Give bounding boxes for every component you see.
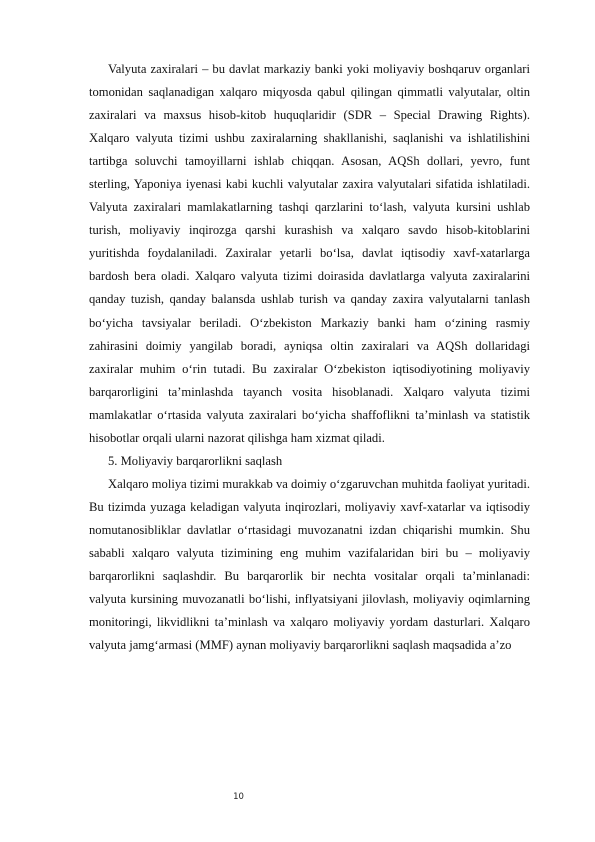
- document-body: [89, 58, 530, 657]
- page-number-label: 10: [233, 792, 244, 802]
- page-number: [0, 792, 595, 802]
- paragraph-valyuta-zaxiralari: Valyuta zaxiralari – bu davlat markaziy banki yoki moliyaviy boshqaruv organlari tomonidan saqlanadigan xalqaro miqyosda qabul qilingan qimmatli valyutalar, oltin zaxiralari va maxsus hisob-kitob huquqlaridir (SDR – Special Drawing Rights). Xalqaro valyuta tizimi ushbu zaxiralarning shakllanishi, saqlanishi va ishlatilishini tartibga soluvchi tamoyillarni ishlab chiqqan. Asosan, AQSh dollari, yevro, funt sterling, Yaponiya iyenasi kabi kuchli valyutalar zaxira valyutalari sifatida ishlatiladi. Valyuta zaxiralari mamlakatlarning tashqi qarzlarini to‘lash, valyuta kursini ushlab turish, moliyaviy inqirozga qarshi kurashish va xalqaro savdo hisob-kitoblarini yuritishda foydalaniladi. Zaxiralar yetarli bo‘lsa, davlat iqtisodiy xavf-xatarlarga bardosh bera oladi. Xalqaro valyuta tizimi doirasida davlatlarga valyuta zaxiralarini qanday tuzish, qanday balansda ushlab turish va qanday zaxira valyutalarni tanlash bo‘yicha tavsiyalar beriladi. O‘zbekiston Markaziy banki ham o‘zining rasmiy zahirasini doimiy yangilab boradi, ayniqsa oltin zaxiralari va AQSh dollaridagi zaxiralar muhim o‘rin tutadi. Bu zaxiralar O‘zbekiston iqtisodiyotining moliyaviy barqarorligini ta’minlashda tayanch vosita hisoblanadi. Xalqaro valyuta tizimi mamlakatlar o‘rtasida valyuta zaxiralari bo‘yicha shaffoflikni ta’minlash va statistik hisobotlar orqali ularni nazorat qilishga ham xizmat qiladi.: [89, 62, 530, 445]
- paragraph-moliyaviy-barqarorlik: Xalqaro moliya tizimi murakkab va doimiy o‘zgaruvchan muhitda faoliyat yuritadi. Bu tizimda yuzaga keladigan valyuta inqirozlari, moliyaviy xavf-xatarlar va iqtisodiy nomutanosibliklar davlatlar o‘rtasidagi muvozanatni izdan chiqarishi mumkin. Shu sababli xalqaro valyuta tizimining eng muhim vazifalaridan biri bu – moliyaviy barqarorlikni saqlashdir. Bu barqarorlik bir nechta vositalar orqali ta’minlanadi: valyuta kursining muvozanatli bo‘lishi, inflyatsiyani jilovlash, moliyaviy oqimlarning monitoringi, likvidlikni ta’minlash va xalqaro moliyaviy yordam dasturlari. Xalqaro valyuta jamg‘armasi (MMF) aynan moliyaviy barqarorlikni saqlash maqsadida a’zo: [89, 476, 530, 653]
- section-heading: 5. Moliyaviy barqarorlikni saqlash: [108, 453, 283, 468]
